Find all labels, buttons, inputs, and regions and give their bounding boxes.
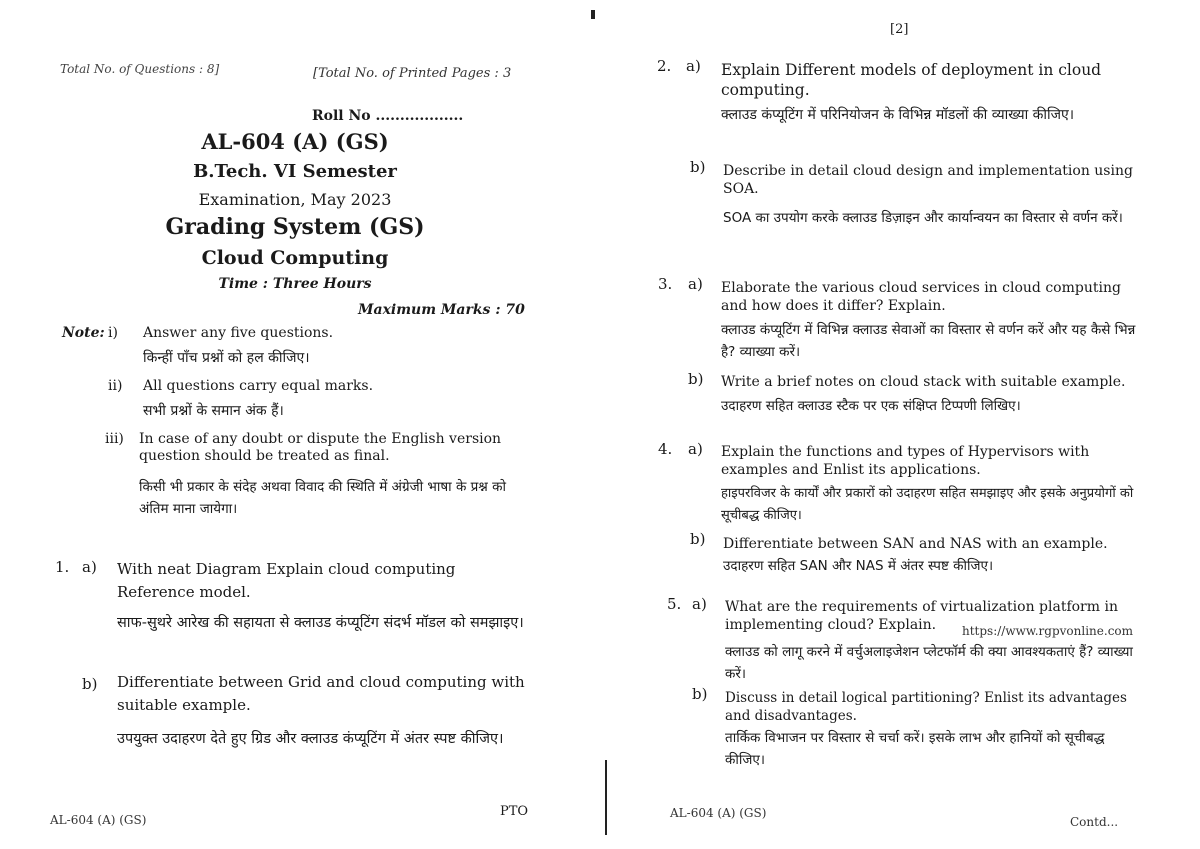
note-en: In case of any doubt or dispute the English version question should be treated as final.: [139, 431, 502, 464]
question-en: What are the requirements of virtualization platform in implementing cloud? Explain.: [725, 599, 1118, 633]
question-en: Describe in detail cloud design and implementation using SOA.: [723, 163, 1133, 197]
question-en: Write a brief notes on cloud stack with suitable example.: [721, 374, 1126, 390]
note-num: i): [108, 325, 118, 341]
question-1a-en: With neat Diagram Explain cloud computing Reference model.: [117, 560, 456, 601]
question-part-label: a): [686, 57, 701, 75]
question-hi: उदाहरण सहित क्लाउड स्टैक पर एक संक्षिप्त टिप्पणी लिखिए।: [721, 398, 1021, 414]
question-hi: उदाहरण सहित SAN और NAS में अंतर स्पष्ट कीजिए।: [723, 558, 994, 574]
question-en: Differentiate between SAN and NAS with an example.: [723, 536, 1108, 552]
note-hi: किसी भी प्रकार के संदेह अथवा विवाद की स्थिति में अंग्रेजी भाषा के प्रश्न को अंतिम माना जायेगा।: [139, 479, 506, 517]
note-num: iii): [105, 431, 124, 447]
question-1b-en: Differentiate between Grid and cloud computing with suitable example.: [117, 673, 525, 714]
watermark: https://www.rgpvonline.com: [962, 624, 1134, 638]
question-hi: क्लाउड को लागू करने में वर्चुअलाइजेशन प्लेटफॉर्म की क्या आवश्यकताएं हैं? व्याख्या करें।: [725, 644, 1133, 682]
question-en: Discuss in detail logical partitioning? Enlist its advantages and disadvantages.: [725, 690, 1127, 724]
question-part-label: a): [688, 275, 703, 293]
paper-code: AL-604 (A) (GS): [201, 129, 389, 154]
course: B.Tech. VI Semester: [193, 161, 397, 182]
question-part-label: b): [690, 530, 706, 548]
right-page: [600, 0, 1200, 849]
footer-code: AL-604 (A) (GS): [670, 806, 767, 820]
question-en: Elaborate the various cloud services in cloud computing and how does it differ? Explain.: [721, 280, 1121, 314]
max-marks: Maximum Marks : 70: [358, 302, 525, 318]
note-hi: सभी प्रश्नों के समान अंक हैं।: [143, 403, 284, 419]
roll-no: Roll No ..................: [312, 108, 464, 124]
question-part-label: b): [688, 370, 704, 388]
note-en: Answer any five questions.: [143, 325, 334, 341]
footer-contd: Contd...: [1070, 815, 1119, 829]
note-num: ii): [108, 378, 123, 394]
question-en: Explain the functions and types of Hypervisors with examples and Enlist its applications.: [721, 444, 1090, 478]
question-part-label: b): [82, 675, 98, 693]
question-number: 2.: [657, 57, 672, 75]
exam-session: Examination, May 2023: [198, 190, 392, 209]
question-hi: क्लाउड कंप्यूटिंग में विभिन्न क्लाउड सेवाओं का विस्तार से वर्णन करें और यह कैसे भिन्न है? व्याख्या करें।: [721, 322, 1136, 360]
question-part-label: b): [690, 158, 706, 176]
note-label: Note:: [62, 325, 105, 341]
total-questions: Total No. of Questions : 8]: [60, 62, 220, 76]
question-hi: SOA का उपयोग करके क्लाउड डिज़ाइन और कार्यान्वयन का विस्तार से वर्णन करें।: [723, 210, 1123, 226]
question-hi: क्लाउड कंप्यूटिंग में परिनियोजन के विभिन्न मॉडलों की व्याख्या कीजिए।: [721, 107, 1075, 123]
footer-pto: PTO: [500, 804, 529, 819]
page-number: [2]: [890, 22, 909, 37]
question-number: 1.: [55, 558, 70, 576]
question-number: 5.: [667, 595, 682, 613]
question-1a-hi: साफ-सुथरे आरेख की सहायता से क्लाउड कंप्यूटिंग संदर्भ मॉडल को समझाइए।: [117, 615, 524, 631]
time-allowed: Time : Three Hours: [218, 276, 372, 292]
question-part-label: a): [82, 558, 97, 576]
note-hi: किन्हीं पाँच प्रश्नों को हल कीजिए।: [143, 350, 310, 366]
question-part-label: b): [692, 685, 708, 703]
question-en: Explain Different models of deployment in cloud computing.: [721, 61, 1102, 99]
note-en: All questions carry equal marks.: [143, 378, 374, 394]
question-part-label: a): [688, 440, 703, 458]
grading-system: Grading System (GS): [165, 214, 425, 240]
question-number: 4.: [658, 440, 673, 458]
footer-code: AL-604 (A) (GS): [50, 813, 147, 827]
question-hi: हाइपरविजर के कार्यों और प्रकारों को उदाहरण सहित समझाइए और इसके अनुप्रयोगों को सूचीबद्ध कीजिए।: [721, 486, 1134, 523]
question-1b-hi: उपयुक्त उदाहरण देते हुए ग्रिड और क्लाउड कंप्यूटिंग में अंतर स्पष्ट कीजिए।: [117, 731, 504, 747]
question-hi: तार्किक विभाजन पर विस्तार से चर्चा करें। इसके लाभ और हानियों को सूचीबद्ध कीजिए।: [725, 730, 1105, 768]
question-part-label: a): [692, 595, 707, 613]
subject: Cloud Computing: [201, 247, 389, 269]
total-pages: [Total No. of Printed Pages : 3: [313, 66, 512, 81]
question-number: 3.: [658, 275, 673, 293]
